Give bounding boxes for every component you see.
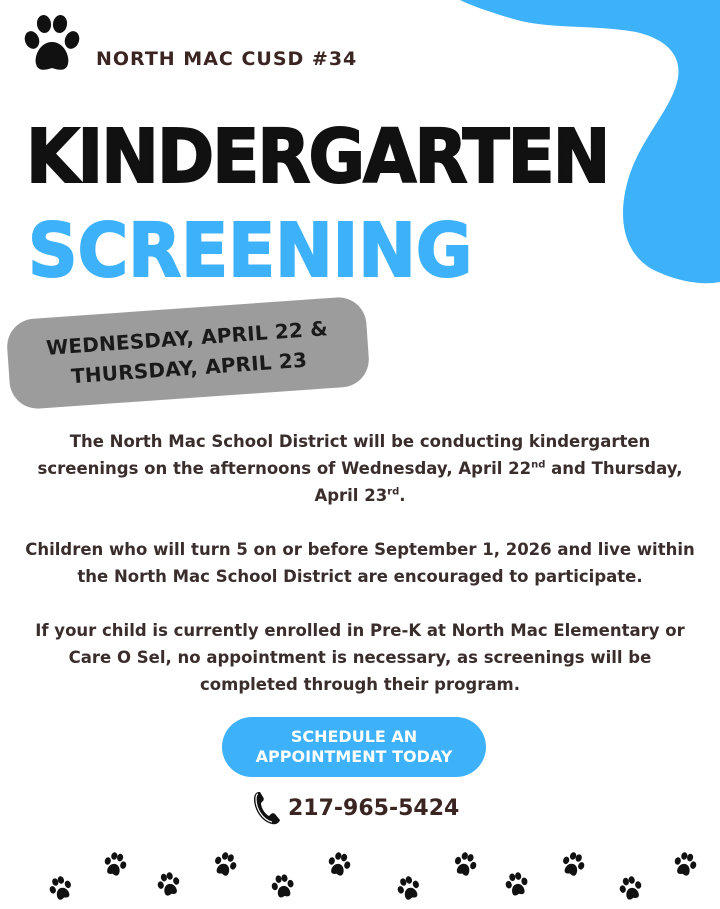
phone-icon bbox=[252, 790, 282, 826]
ordinal-suffix: rd bbox=[387, 486, 400, 498]
paw-print-icon bbox=[156, 872, 182, 898]
schedule-appointment-button[interactable] bbox=[222, 717, 486, 777]
date-line-wednesday: WEDNESDAY, APRIL 22 & bbox=[45, 316, 329, 360]
date-line-thursday: THURSDAY, APRIL 23 bbox=[70, 347, 308, 389]
phone-contact bbox=[252, 790, 459, 826]
paw-print-icon bbox=[618, 876, 644, 902]
paragraph-screening-info bbox=[20, 428, 700, 509]
phone-number: 217-965-5424 bbox=[288, 795, 460, 821]
paw-print-icon bbox=[48, 876, 74, 902]
paw-print-icon bbox=[212, 852, 238, 878]
paragraph-text: and Thursday, April 23 bbox=[314, 459, 683, 505]
paw-print-icon bbox=[672, 852, 698, 878]
cta-line-1: SCHEDULE AN bbox=[290, 727, 418, 746]
paragraph-prek-note: If your child is currently enrolled in Pre-K at North Mac Elementary or Care O Sel, no appointment is necessary, as screenings will be completed through their program. bbox=[35, 621, 685, 694]
paw-print-icon bbox=[396, 876, 422, 902]
paragraph-text: The North Mac School District will be conducting kindergarten screenings on the afternoons of Wednesday, April 22 bbox=[37, 432, 651, 478]
paw-print-icon bbox=[560, 852, 586, 878]
district-name: NORTH MAC CUSD #34 bbox=[96, 48, 358, 70]
paw-print-icon bbox=[270, 874, 296, 900]
paw-print-icon bbox=[102, 852, 128, 878]
ordinal-suffix: nd bbox=[531, 459, 546, 471]
paragraph-eligibility: Children who will turn 5 on or before September 1, 2026 and live within the North Mac School District are encouraged to participate. bbox=[25, 540, 695, 586]
paw-print-icon bbox=[326, 852, 352, 878]
paw-icon bbox=[20, 14, 84, 76]
title-line-screening: SCREENING bbox=[28, 208, 473, 294]
paw-print-icon bbox=[452, 852, 478, 878]
title-line-kindergarten: KINDERGARTEN bbox=[26, 114, 609, 200]
paragraph-text: . bbox=[399, 486, 406, 505]
paw-print-icon bbox=[504, 872, 530, 898]
cta-line-2: APPOINTMENT TODAY bbox=[255, 747, 453, 766]
